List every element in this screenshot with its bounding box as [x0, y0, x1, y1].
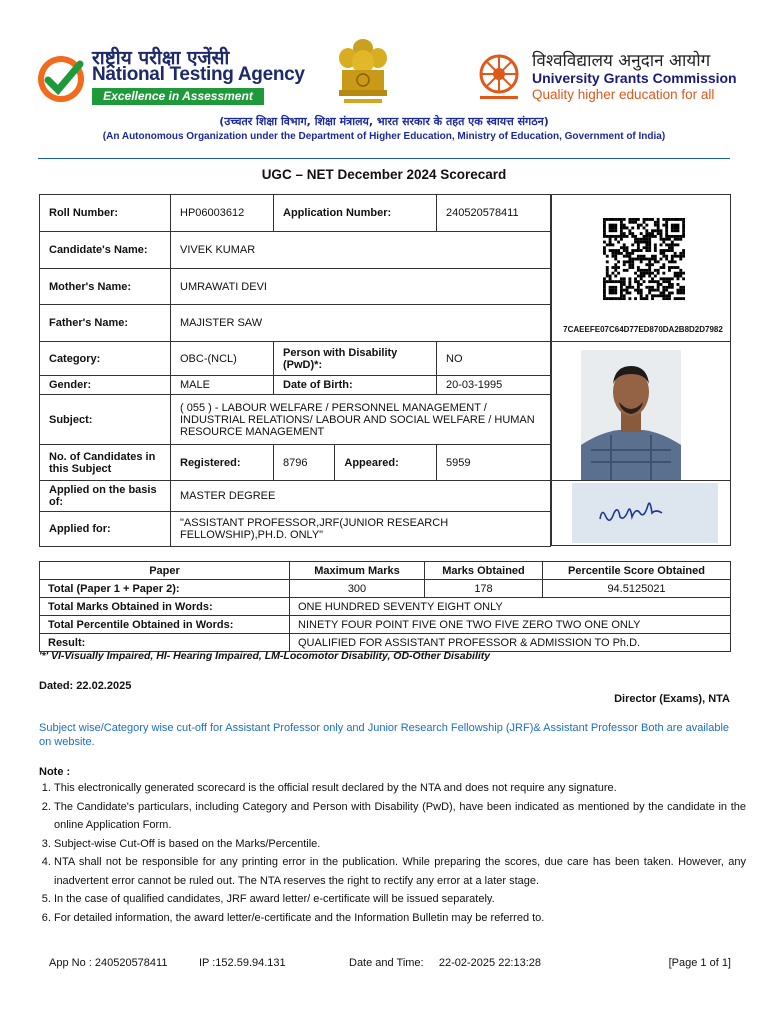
photo-divider — [551, 341, 731, 342]
table-row — [40, 512, 551, 547]
applied-for-label: Applied for: — [40, 512, 171, 547]
national-emblem-icon — [330, 36, 396, 108]
page-title: UGC – NET December 2024 Scorecard — [261, 167, 507, 182]
nta-logo-icon — [36, 54, 86, 104]
gender-label: Gender: — [40, 376, 171, 395]
marks-words-label: Total Marks Obtained in Words: — [40, 598, 290, 616]
header-divider — [38, 158, 730, 159]
director-signatory: Director (Exams), NTA — [614, 693, 730, 705]
note-item: 6. For detailed information, the award letter/e-certificate and the Information Bulletin may be referred to. — [54, 909, 746, 928]
table-row — [40, 598, 731, 616]
footer-app-no: App No : 240520578411 — [49, 957, 168, 969]
notes-list — [39, 779, 746, 927]
dob-value: 20-03-1995 — [437, 376, 551, 395]
nta-name: National Testing Agency — [92, 64, 305, 85]
basis-value: MASTER DEGREE — [171, 481, 551, 512]
marks-words-value: ONE HUNDRED SEVENTY EIGHT ONLY — [290, 598, 731, 616]
registered-label: Registered: — [171, 445, 274, 481]
table-row — [40, 616, 731, 634]
ugc-name: University Grants Commission — [532, 70, 737, 86]
application-number-value: 240520578411 — [437, 195, 551, 232]
dated-text: Dated: 22.02.2025 — [39, 680, 132, 692]
mother-name-label: Mother's Name: — [40, 269, 171, 305]
note-item: 5. In the case of qualified candidates, JRF award letter/ e-certificate will be issued separately. — [54, 890, 746, 909]
note-item: 3. Subject-wise Cut-Off is based on the Marks/Percentile. — [54, 835, 746, 854]
column-header: Percentile Score Obtained — [543, 562, 731, 580]
appeared-value: 5959 — [437, 445, 551, 481]
candidate-signature — [572, 483, 718, 543]
footer-page-number: [Page 1 of 1] — [668, 957, 731, 969]
result-label: Result: — [40, 634, 290, 652]
note-item: 1. This electronically generated scorecard is the official result declared by the NTA and does not require any signature. — [54, 779, 746, 798]
note-item: 4. NTA shall not be responsible for any printing error in the publication. While preparing the scores, due care has been taken. However, any inadvertent error cannot be ruled out. The NTA reserves the right to rectify any error at a later stage. — [54, 853, 746, 890]
cutoff-notice: Subject wise/Category wise cut-off for Assistant Professor only and Junior Research Fellowship (JRF)& Assistant Professor Both are available on website. — [39, 722, 730, 748]
column-header: Paper — [40, 562, 290, 580]
table-row — [40, 269, 551, 305]
note-item: 2. The Candidate's particulars, including Category and Person with Disability (PwD), have been indicated as mentioned by the candidate in the online Application Form. — [54, 798, 746, 835]
candidates-count-label: No. of Candidates in this Subject — [40, 445, 171, 481]
nta-hindi-name: राष्ट्रीय परीक्षा एजेंसी — [92, 47, 230, 69]
registered-value: 8796 — [274, 445, 335, 481]
hindi-subtitle: (उच्चतर शिक्षा विभाग, शिक्षा मंत्रालय, भारत सरकार के तहत एक स्वायत्त संगठन) — [219, 115, 549, 128]
candidate-details-table — [39, 194, 551, 547]
pwd-footnote: '*' VI-Visually Impaired, HI- Hearing Impaired, LM-Locomotor Disability, OD-Other Disability — [39, 650, 491, 662]
max-marks-value: 300 — [290, 580, 425, 598]
percentile-words-value: NINETY FOUR POINT FIVE ONE TWO FIVE ZERO TWO ONE ONLY — [290, 616, 731, 634]
qr-code-icon — [603, 210, 685, 308]
table-header-row — [40, 562, 731, 580]
ugc-tagline: Quality higher education for all — [532, 87, 715, 102]
footer-ip: IP :152.59.94.131 — [199, 957, 286, 969]
category-label: Category: — [40, 342, 171, 376]
footer-datetime: Date and Time: 22-02-2025 22:13:28 — [349, 957, 542, 969]
applied-for-value: "ASSISTANT PROFESSOR,JRF(JUNIOR RESEARCH FELLOWSHIP),PH.D. ONLY" — [171, 512, 551, 547]
dob-label: Date of Birth: — [274, 376, 437, 395]
candidate-name-value: VIVEK KUMAR — [171, 232, 551, 269]
table-row — [40, 195, 551, 232]
roll-number-value: HP06003612 — [171, 195, 274, 232]
marks-table — [39, 561, 731, 652]
pwd-value: NO — [437, 342, 551, 376]
ugc-logo-icon — [472, 50, 526, 104]
candidate-name-label: Candidate's Name: — [40, 232, 171, 269]
basis-label: Applied on the basis of: — [40, 481, 171, 512]
subject-label: Subject: — [40, 395, 171, 445]
father-name-value: MAJISTER SAW — [171, 305, 551, 342]
english-subtitle: (An Autonomous Organization under the Department of Higher Education, Ministry of Education, Government of India) — [102, 131, 666, 142]
table-row — [40, 376, 551, 395]
nta-tagline: Excellence in Assessment — [92, 88, 264, 105]
candidate-photo — [581, 350, 681, 480]
marks-obtained-value: 178 — [425, 580, 543, 598]
table-row — [40, 481, 551, 512]
ugc-hindi-name: विश्वविद्यालय अनुदान आयोग — [532, 51, 711, 71]
column-header: Maximum Marks — [290, 562, 425, 580]
application-number-label: Application Number: — [274, 195, 437, 232]
qr-code-text: 7CAEEFE07C64D77ED870DA2B8D2D7982 — [563, 325, 723, 334]
father-name-label: Father's Name: — [40, 305, 171, 342]
percentile-value: 94.5125021 — [543, 580, 731, 598]
percentile-words-label: Total Percentile Obtained in Words: — [40, 616, 290, 634]
table-row — [40, 305, 551, 342]
subject-value: ( 055 ) - LABOUR WELFARE / PERSONNEL MANAGEMENT / INDUSTRIAL RELATIONS/ LABOUR AND SOCIAL WELFARE / HUMAN RESOURCE MANAGEMENT — [171, 395, 551, 445]
total-label: Total (Paper 1 + Paper 2): — [40, 580, 290, 598]
pwd-label: Person with Disability (PwD)*: — [274, 342, 437, 376]
table-row — [40, 580, 731, 598]
mother-name-value: UMRAWATI DEVI — [171, 269, 551, 305]
roll-number-label: Roll Number: — [40, 195, 171, 232]
table-row — [40, 395, 551, 445]
result-value: QUALIFIED FOR ASSISTANT PROFESSOR & ADMISSION TO Ph.D. — [290, 634, 731, 652]
appeared-label: Appeared: — [335, 445, 437, 481]
table-row — [40, 342, 551, 376]
note-heading: Note : — [39, 766, 71, 778]
signature-divider — [551, 480, 731, 481]
gender-value: MALE — [171, 376, 274, 395]
column-header: Marks Obtained — [425, 562, 543, 580]
table-row — [40, 634, 731, 652]
table-row — [40, 232, 551, 269]
table-row — [40, 445, 551, 481]
category-value: OBC-(NCL) — [171, 342, 274, 376]
